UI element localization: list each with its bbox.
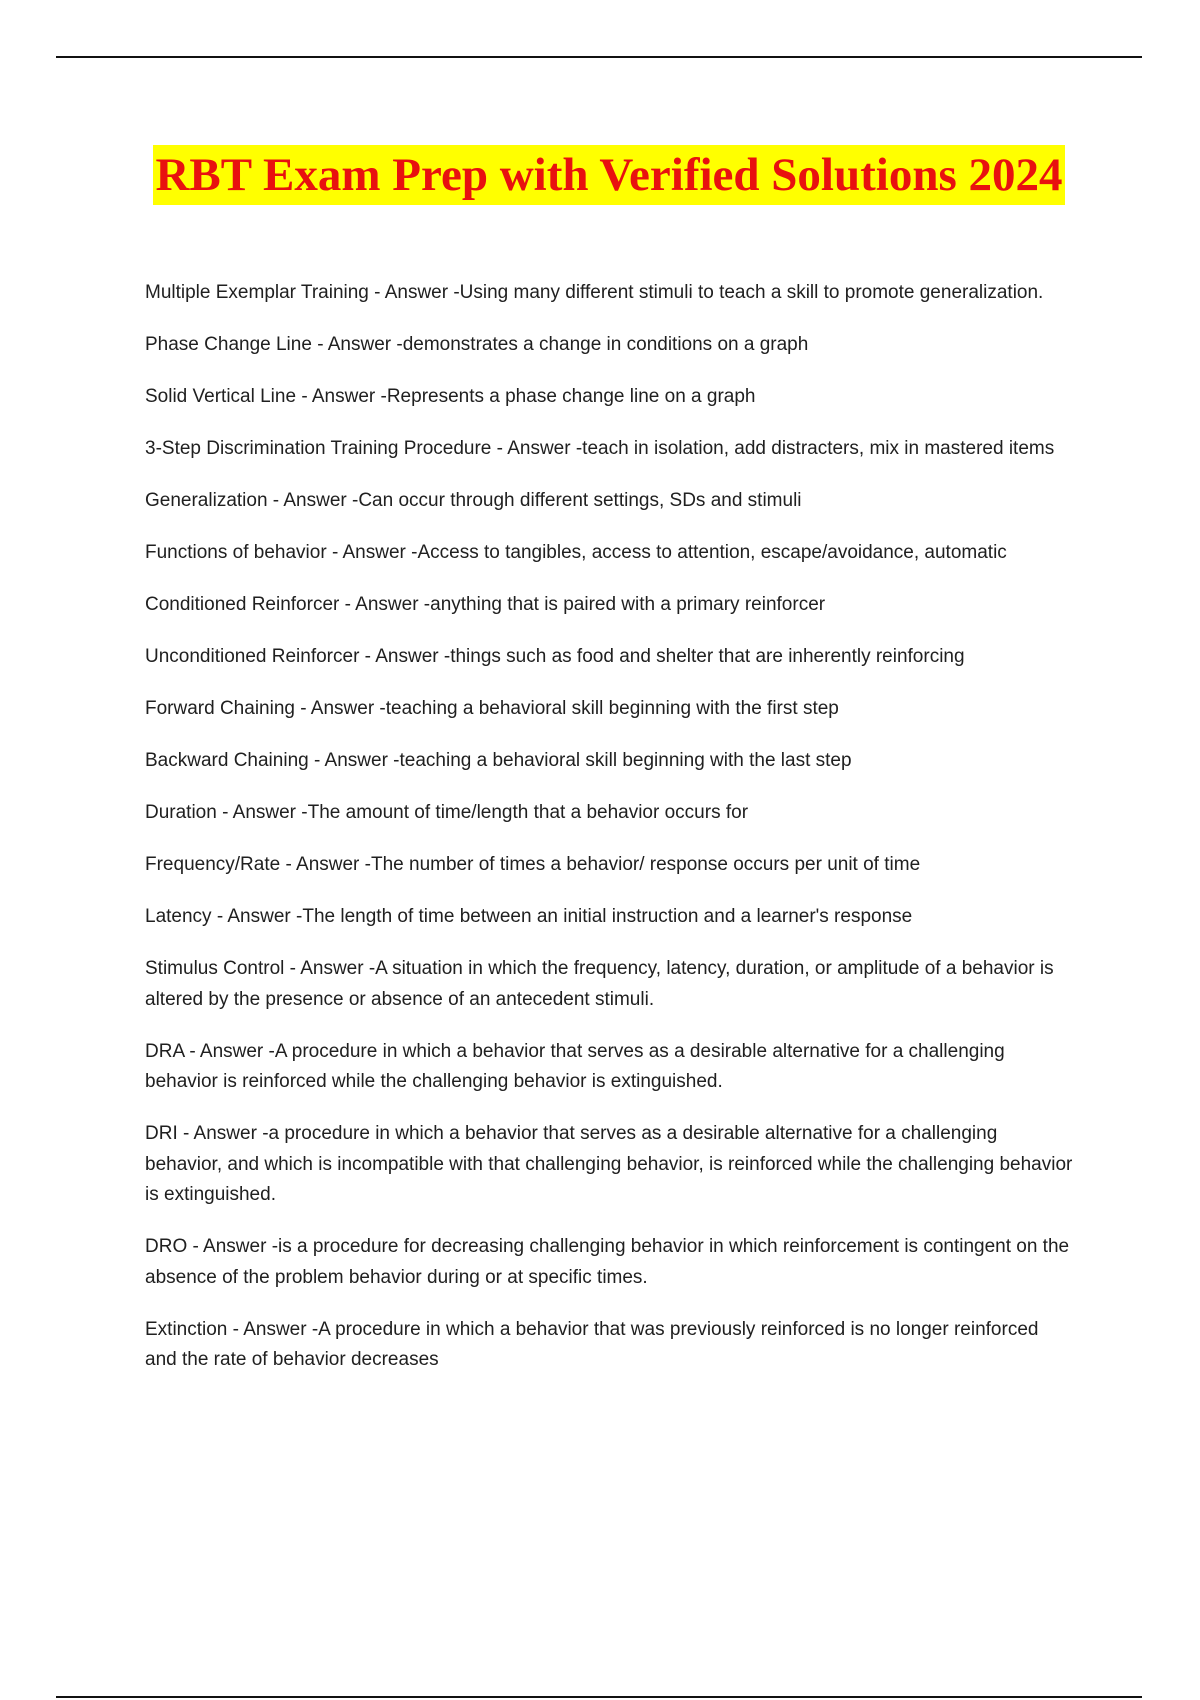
entry: Unconditioned Reinforcer - Answer -things such as food and shelter that are inherently reinforcing: [145, 646, 965, 667]
entry: Latency - Answer -The length of time between an initial instruction and a learner's response: [145, 906, 913, 927]
entry: 3-Step Discrimination Training Procedure - Answer -teach in isolation, add distracters, mix in mastered items: [145, 438, 1055, 459]
bottom-rule: [56, 1696, 1142, 1698]
entry: Functions of behavior - Answer -Access to tangibles, access to attention, escape/avoidance, automatic: [145, 542, 1007, 563]
entry: Frequency/Rate - Answer -The number of times a behavior/ response occurs per unit of time: [145, 854, 921, 875]
entry: Multiple Exemplar Training - Answer -Using many different stimuli to teach a skill to promote generalization.: [145, 282, 1044, 303]
entry: Extinction - Answer -A procedure in which a behavior that was previously reinforced is no longer reinforced and the rate of behavior decreases: [145, 1318, 1039, 1370]
entry: Stimulus Control - Answer -A situation in which the frequency, latency, duration, or amplitude of a behavior is altered by the presence or absence of an antecedent stimuli.: [145, 958, 1054, 1010]
top-rule: [56, 56, 1142, 58]
entry: Duration - Answer -The amount of time/length that a behavior occurs for: [145, 802, 749, 823]
entry: DRI - Answer -a procedure in which a behavior that serves as a desirable alternative for a challenging behavior, and which is incompatible with that challenging behavior, is reinforced while the challenging behavior is extinguished.: [145, 1123, 1073, 1205]
entry: Conditioned Reinforcer - Answer -anything that is paired with a primary reinforcer: [145, 594, 826, 615]
entry: DRA - Answer -A procedure in which a behavior that serves as a desirable alternative for a challenging behavior is reinforced while the challenging behavior is extinguished.: [145, 1040, 1005, 1092]
title-container: [0, 145, 1200, 205]
entry-list: [145, 278, 1075, 1397]
entry: Forward Chaining - Answer -teaching a behavioral skill beginning with the first step: [145, 698, 839, 719]
entry: Backward Chaining - Answer -teaching a behavioral skill beginning with the last step: [145, 750, 852, 771]
page-title: RBT Exam Prep with Verified Solutions 2024: [153, 145, 1064, 205]
entry: Solid Vertical Line - Answer -Represents a phase change line on a graph: [145, 386, 756, 407]
entry: DRO - Answer -is a procedure for decreasing challenging behavior in which reinforcement is contingent on the absence of the problem behavior during or at specific times.: [145, 1236, 1070, 1288]
entry: Phase Change Line - Answer -demonstrates a change in conditions on a graph: [145, 334, 809, 355]
entry: Generalization - Answer -Can occur through different settings, SDs and stimuli: [145, 490, 802, 511]
